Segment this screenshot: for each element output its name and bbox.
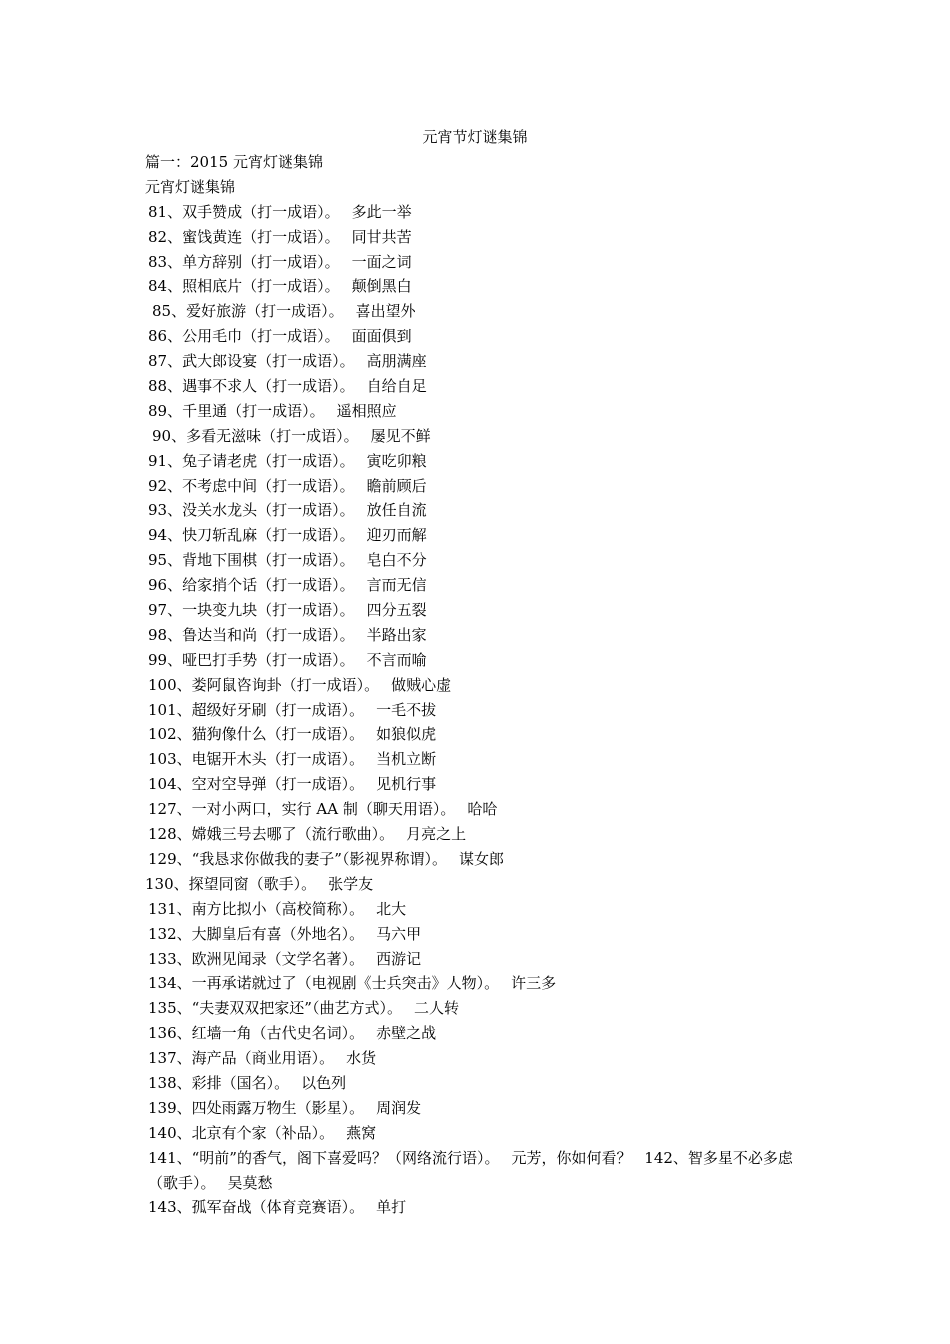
riddle-answer: 放任自流 [366, 501, 427, 520]
riddle-answer: 一毛不拔 [376, 700, 437, 719]
riddle-question: 91、兔子请老虎（打一成语）。 [148, 451, 355, 470]
riddle-question: 84、照相底片（打一成语）。 [148, 277, 340, 296]
riddle-answer: 迎刃而解 [366, 526, 427, 545]
riddle-line [145, 523, 815, 548]
riddle-line [145, 772, 815, 797]
riddle-question: 139、四处雨露万物生（影星）。 [148, 1098, 365, 1117]
riddle-line [145, 225, 815, 250]
riddle-answer: 面面俱到 [351, 327, 412, 346]
riddle-question: 82、蜜饯黄连（打一成语）。 [148, 227, 340, 246]
riddle-question: 131、南方比拟小（高校简称）。 [148, 899, 365, 918]
riddle-line [145, 996, 815, 1021]
riddle-question: 81、双手赞成（打一成语）。 [148, 202, 340, 221]
riddle-answer: 遥相照应 [336, 401, 397, 420]
riddle-question: 137、海产品（商业用语）。 [148, 1049, 335, 1068]
riddle-question: 92、不考虑中间（打一成语）。 [148, 476, 355, 495]
riddle-line [145, 399, 815, 424]
riddle-line [145, 598, 815, 623]
riddle-answer: 高朋满座 [366, 352, 427, 371]
riddle-question: 134、一再承诺就过了（电视剧《士兵突击》人物）。 [148, 974, 500, 993]
riddle-line [145, 250, 815, 275]
riddle-answer: 谋女郎 [458, 849, 504, 868]
riddle-question: 93、没关水龙头（打一成语）。 [148, 501, 355, 520]
riddle-answer: 不言而喻 [366, 650, 427, 669]
riddle-line [145, 623, 815, 648]
riddle-question: 132、大脚皇后有喜（外地名）。 [148, 924, 365, 943]
riddle-answer: 做贼心虚 [391, 675, 452, 694]
riddle-question: 98、鲁达当和尚（打一成语）。 [148, 625, 355, 644]
riddle-question: 85、爱好旅游（打一成语）。 [152, 302, 344, 321]
riddle-line [145, 324, 815, 349]
riddle-question: 83、单方辞别（打一成语）。 [148, 252, 340, 271]
riddle-answer: 喜出望外 [355, 302, 416, 321]
riddle-line [145, 1071, 815, 1096]
riddle-answer: 颠倒黑白 [351, 277, 412, 296]
riddle-question: 88、遇事不求人（打一成语）。 [148, 377, 355, 396]
riddle-list [145, 200, 815, 1146]
riddle-line [145, 698, 815, 723]
riddle-question: 136、红墙一角（古代史名词）。 [148, 1024, 365, 1043]
riddle-answer: 见机行事 [376, 775, 437, 794]
riddle-line [145, 648, 815, 673]
riddle-line [145, 922, 815, 947]
riddle-question: 130、探望同窗（歌手）。 [145, 874, 317, 893]
riddle-question: 86、公用毛巾（打一成语）。 [148, 327, 340, 346]
riddle-question: 90、多看无滋味（打一成语）。 [152, 426, 359, 445]
riddle-answer: 屡见不鲜 [370, 426, 431, 445]
riddle-line [145, 200, 815, 225]
riddle-line [145, 673, 815, 698]
riddle-line [145, 424, 815, 449]
riddle-question: 143、孤军奋战（体育竞赛语）。 [148, 1198, 365, 1217]
riddle-answer: 皂白不分 [366, 551, 427, 570]
riddle-question: 104、空对空导弹（打一成语）。 [148, 775, 365, 794]
riddle-line [145, 1121, 815, 1146]
riddle-answer: 如狼似虎 [376, 725, 437, 744]
riddle-line-wrapped [145, 1146, 815, 1196]
riddle-answer: 多此一举 [351, 202, 412, 221]
riddle-question: 127、一对小两口，实行 AA 制（聊天用语）。 [148, 800, 456, 819]
riddle-line [145, 548, 815, 573]
riddle-answer: 瞻前顾后 [366, 476, 427, 495]
riddle-line [145, 449, 815, 474]
riddle-question: 101、超级好牙刷（打一成语）。 [148, 700, 365, 719]
riddle-question: 103、电锯开木头（打一成语）。 [148, 750, 365, 769]
riddle-line [145, 947, 815, 972]
riddle-answer: 马六甲 [376, 924, 422, 943]
riddle-question: 141、“明前”的香气，阁下喜爱吗？（网络流行语）。 [148, 1148, 500, 1167]
riddle-answer: 周润发 [376, 1098, 422, 1117]
riddle-answer: 寅吃卯粮 [366, 451, 427, 470]
riddle-answer: 月亮之上 [406, 825, 467, 844]
riddle-question: 100、娄阿鼠咨询卦（打一成语）。 [148, 675, 380, 694]
riddle-answer: 以色列 [301, 1073, 347, 1092]
riddle-question: 95、背地下围棋（打一成语）。 [148, 551, 355, 570]
riddle-question: 135、“夫妻双双把家还”（曲艺方式）。 [148, 999, 402, 1018]
riddle-answer: 吴莫愁 [227, 1173, 273, 1192]
riddle-answer: 张学友 [328, 874, 374, 893]
riddle-question: 128、嫦娥三号去哪了（流行歌曲）。 [148, 825, 395, 844]
riddle-question: 99、哑巴打手势（打一成语）。 [148, 650, 355, 669]
riddle-answer: 西游记 [376, 949, 422, 968]
riddle-question: 89、千里通（打一成语）。 [148, 401, 325, 420]
riddle-answer: 赤壁之战 [376, 1024, 437, 1043]
riddle-answer: 燕窝 [346, 1123, 377, 1142]
riddle-line [145, 847, 815, 872]
riddle-answer: 一面之词 [351, 252, 412, 271]
sub-heading: 元宵灯谜集锦 [145, 177, 236, 196]
riddle-question: 138、彩排（国名）。 [148, 1073, 290, 1092]
riddle-line [145, 274, 815, 299]
riddle-line [145, 498, 815, 523]
riddle-question: 140、北京有个家（补品）。 [148, 1123, 335, 1142]
riddle-answer: 许三多 [511, 974, 557, 993]
riddle-question: 94、快刀斩乱麻（打一成语）。 [148, 526, 355, 545]
riddle-answer: 半路出家 [366, 625, 427, 644]
riddle-line [145, 1096, 815, 1121]
riddle-question: 133、欧洲见闻录（文学名著）。 [148, 949, 365, 968]
riddle-answer: 自给自足 [366, 377, 427, 396]
riddle-question: 97、一块变九块（打一成语）。 [148, 601, 355, 620]
riddle-answer: 言而无信 [366, 576, 427, 595]
riddle-answer: 元芳，你如何看？ [511, 1148, 632, 1167]
riddle-answer: 同甘共苦 [351, 227, 412, 246]
riddle-answer: 单打 [376, 1198, 407, 1217]
riddle-question: 142、智多星不必多虑（歌手）。 [148, 1148, 793, 1192]
section-heading: 篇一：2015 元宵灯谜集锦 [145, 153, 323, 171]
riddle-line [145, 797, 815, 822]
riddle-answer: 四分五裂 [366, 601, 427, 620]
riddle-line [145, 349, 815, 374]
riddle-line [145, 897, 815, 922]
riddle-line [145, 474, 815, 499]
riddle-question: 129、“我恳求你做我的妻子”（影视界称谓）。 [148, 849, 447, 868]
riddle-line [145, 1046, 815, 1071]
riddle-line [145, 722, 815, 747]
riddle-line [145, 747, 815, 772]
riddle-line [145, 573, 815, 598]
riddle-answer: 哈哈 [467, 800, 498, 819]
riddle-answer: 北大 [376, 899, 407, 918]
riddle-line [145, 1021, 815, 1046]
riddle-question: 102、猫狗像什么（打一成语）。 [148, 725, 365, 744]
riddle-answer: 水货 [346, 1049, 377, 1068]
riddle-line [145, 971, 815, 996]
riddle-question: 96、给家捎个话（打一成语）。 [148, 576, 355, 595]
document-title: 元宵节灯谜集锦 [422, 128, 528, 146]
riddle-answer: 当机立断 [376, 750, 437, 769]
riddle-line [145, 1195, 815, 1220]
riddle-question: 87、武大郎设宴（打一成语）。 [148, 352, 355, 371]
riddle-line [145, 374, 815, 399]
riddle-line [145, 299, 815, 324]
document-body [145, 150, 815, 1220]
riddle-answer: 二人转 [413, 999, 459, 1018]
riddle-line [145, 822, 815, 847]
riddle-line [145, 872, 815, 897]
